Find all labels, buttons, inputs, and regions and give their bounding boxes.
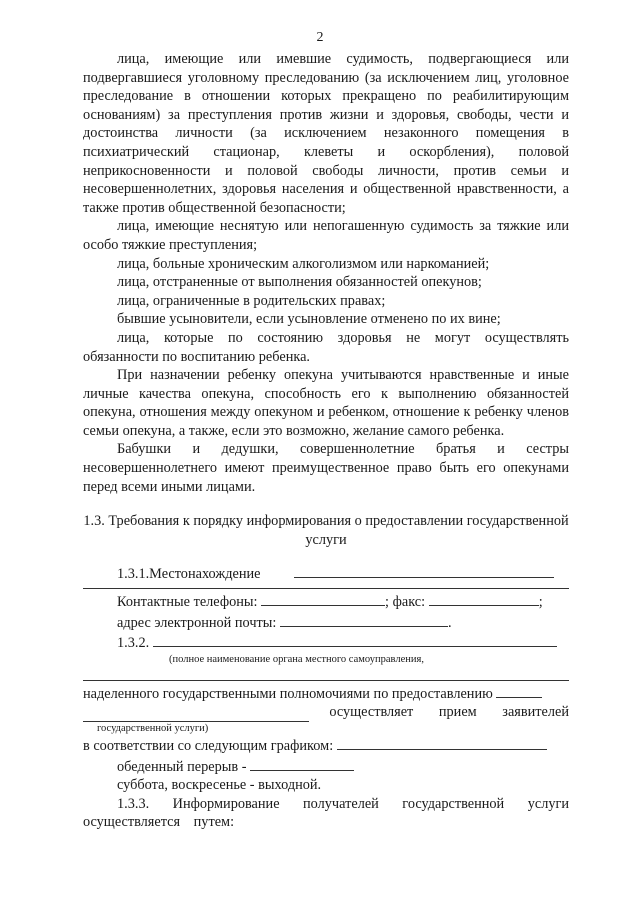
weekend-line xyxy=(83,776,569,795)
caption-organ: (полное наименование органа местного самоуправления, xyxy=(169,653,424,665)
caption-service-line xyxy=(83,722,569,735)
break-blank[interactable] xyxy=(250,756,354,771)
organ-name-blank-continued[interactable] xyxy=(83,680,569,681)
section-heading: 1.3. Требования к порядку информирования о предоставлении государственной услуги xyxy=(83,513,569,548)
document-body xyxy=(83,50,569,832)
weekend-text: суббота, воскресенье - выходной. xyxy=(117,777,322,794)
paragraph: Бабушки и дедушки, совершеннолетние братья и сестры несовершеннолетнего имеют преимущественное право быть его опекунами перед всеми иными лицами. xyxy=(83,441,569,495)
phones-blank[interactable] xyxy=(261,591,385,606)
fax-blank[interactable] xyxy=(429,591,539,606)
paragraph: лица, отстраненные от выполнения обязанностей опекунов; xyxy=(117,274,482,291)
caption-organ-line xyxy=(83,653,569,666)
email-blank[interactable] xyxy=(280,612,448,627)
organ-name-blank[interactable] xyxy=(153,632,557,647)
phones-label: Контактные телефоны: xyxy=(117,594,258,611)
paragraph: лица, больные хроническим алкоголизмом или наркоманией; xyxy=(117,255,490,272)
service-blank[interactable] xyxy=(496,683,542,698)
caption-service: государственной услуги) xyxy=(97,723,209,734)
email-end: . xyxy=(447,614,452,631)
receives-line xyxy=(83,703,569,722)
paragraph: лица, ограниченные в родительских правах; xyxy=(117,292,386,309)
location-line xyxy=(83,563,569,584)
fax-label: ; факс: xyxy=(385,594,426,611)
phones-line xyxy=(83,591,569,612)
empowered-line xyxy=(83,683,569,704)
item-133-number: 1.3.3. xyxy=(117,795,150,812)
end-semicolon: ; xyxy=(538,594,543,611)
location-blank-continued[interactable] xyxy=(83,588,569,589)
schedule-blank[interactable] xyxy=(337,735,547,750)
paragraph: бывшие усыновители, если усыновление отменено по их вине; xyxy=(117,311,501,328)
paragraph: лица, которые по состоянию здоровья не могут осуществлять обязанности по воспитанию ребенка. xyxy=(83,329,569,365)
location-label: 1.3.1.Местонахождение xyxy=(117,566,261,583)
receives-text: осуществляет прием заявителей xyxy=(329,704,569,721)
break-line xyxy=(83,756,569,777)
schedule-line xyxy=(83,735,569,756)
paragraph: лица, имеющие или имевшие судимость, подвергающиеся или подвергавшиеся уголовному преследованию (за исключением лиц, уголовное преследование в отношении которых прекращено по реабилитирующим основаниям) за преступления против жизни и здоровья, свободы, чести и достоинства личности (за исключением незаконного помещения в психиатрический стационар, клеветы и оскорбления), половой неприкосновенности и половой свободы личности, против семьи и несовершеннолетних, здоровья населения и общественной нравственности, а также против общественной безопасности; xyxy=(83,51,569,216)
item-133-paragraph xyxy=(83,795,569,832)
schedule-label: в соответствии со следующим графиком: xyxy=(83,738,334,754)
item-132-number: 1.3.2. xyxy=(117,635,150,652)
break-label: обеденный перерыв - xyxy=(117,758,247,775)
item-133-text: Информирование получателей государственной услуги осуществляется путем: xyxy=(83,795,569,831)
location-blank[interactable] xyxy=(294,563,554,578)
email-label: адрес электронной почты: xyxy=(117,614,277,631)
paragraph: При назначении ребенку опекуна учитываются нравственные и иные личные качества опекуна, способность его к выполнению обязанностей опекуна, отношения между опекуном и ребенком, отношение к ребенку членов семьи опекуна, а также, если это возможно, желание самого ребенка. xyxy=(83,367,569,439)
item-132-line xyxy=(83,632,569,653)
paragraph: лица, имеющие неснятую или непогашенную судимость за тяжкие или особо тяжкие преступления; xyxy=(83,218,569,253)
page-number: 2 xyxy=(316,30,324,45)
empowered-text: наделенного государственными полномочиями по предоставлению xyxy=(83,685,493,702)
email-line xyxy=(83,612,569,633)
service-blank-continued[interactable] xyxy=(83,707,309,722)
